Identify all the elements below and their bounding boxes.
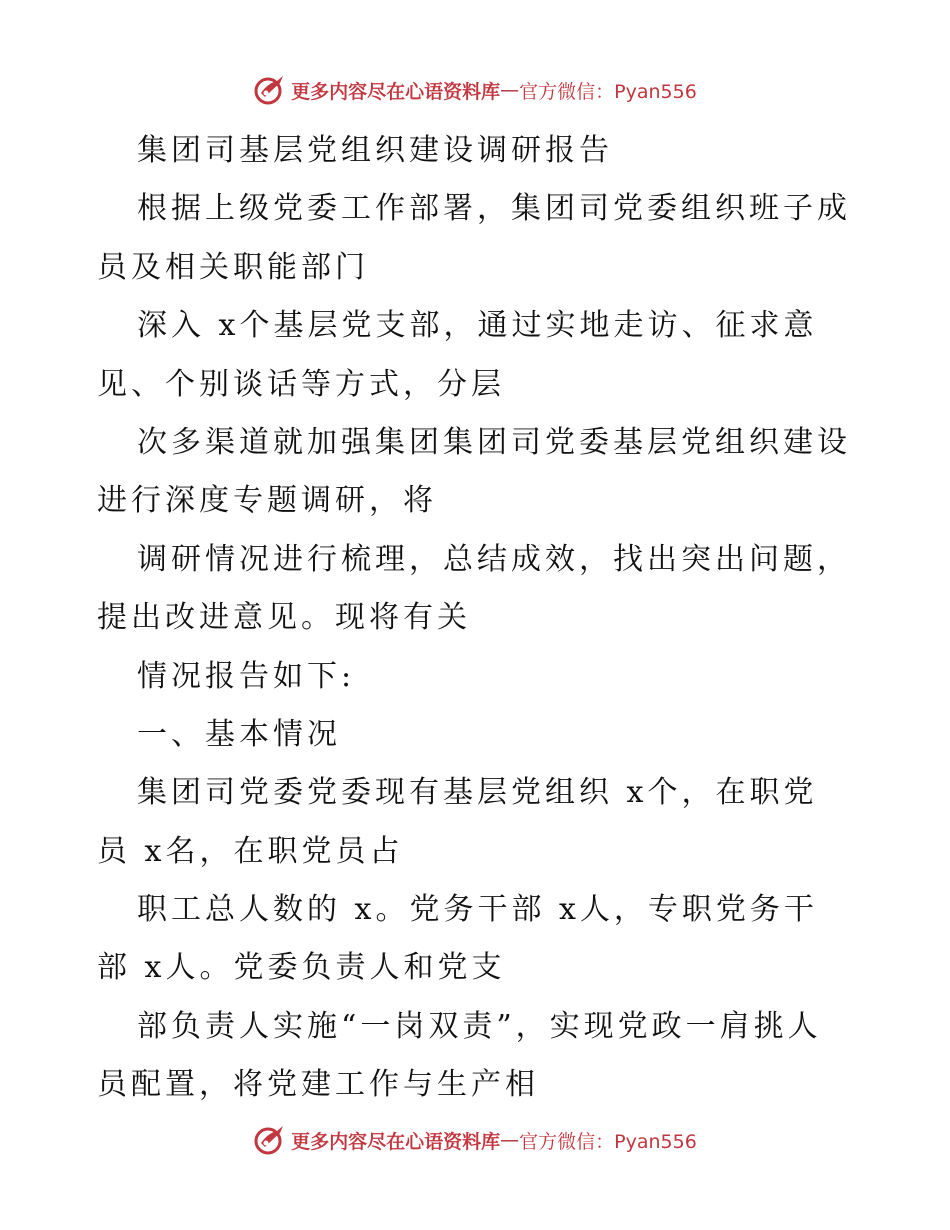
paragraph-line: 部 x人。党委负责人和党支	[97, 950, 506, 986]
paragraph-line: 进行深度专题调研，将	[97, 483, 437, 519]
header-dash: —	[500, 79, 520, 101]
paragraph-line: 情况报告如下:	[137, 658, 356, 694]
paragraph-line: 员配置，将党建工作与生产相	[97, 1067, 539, 1103]
paragraph-line: 见、个别谈话等方式，分层	[97, 366, 505, 402]
paragraph-line: 调研情况进行梳理，总结成效，找出突出问题，	[137, 541, 851, 577]
header-wechat-text: 官方微信：Pyan556	[519, 80, 697, 103]
footer-dash: —	[500, 1129, 520, 1151]
section-heading: 一、基本情况	[137, 716, 341, 752]
footer-watermark-banner	[0, 1120, 950, 1160]
paragraph-line: 次多渠道就加强集团集团司党委基层党组织建设	[137, 424, 851, 460]
paragraph-line: 提出改进意见。现将有关	[97, 600, 471, 636]
footer-wechat-text: 官方微信：Pyan556	[519, 1130, 697, 1153]
paragraph-line: 深入 x个基层党支部，通过实地走访、征求意	[137, 308, 818, 344]
paragraph-line: 职工总人数的 x。党务干部 x人，专职党务干	[137, 892, 818, 928]
pen-logo-icon	[253, 73, 287, 107]
paragraph-line: 根据上级党委工作部署，集团司党委组织班子成	[137, 191, 851, 227]
paragraph-line: 集团司党委党委现有基层党组织 x个，在职党	[137, 775, 818, 811]
document-title: 集团司基层党组织建设调研报告	[137, 133, 613, 168]
paragraph-line: 员 x名，在职党员占	[97, 833, 404, 869]
header-brand-text: 更多内容尽在心语资料库	[291, 80, 501, 103]
footer-brand-text: 更多内容尽在心语资料库	[291, 1130, 501, 1153]
paragraph-line: 员及相关职能部门	[97, 249, 369, 285]
document-body	[97, 122, 857, 1115]
pen-logo-icon	[253, 1123, 287, 1157]
header-watermark-banner	[0, 70, 950, 110]
paragraph-line: 部负责人实施“一岗双责”，实现党政一肩挑人	[137, 1008, 822, 1044]
